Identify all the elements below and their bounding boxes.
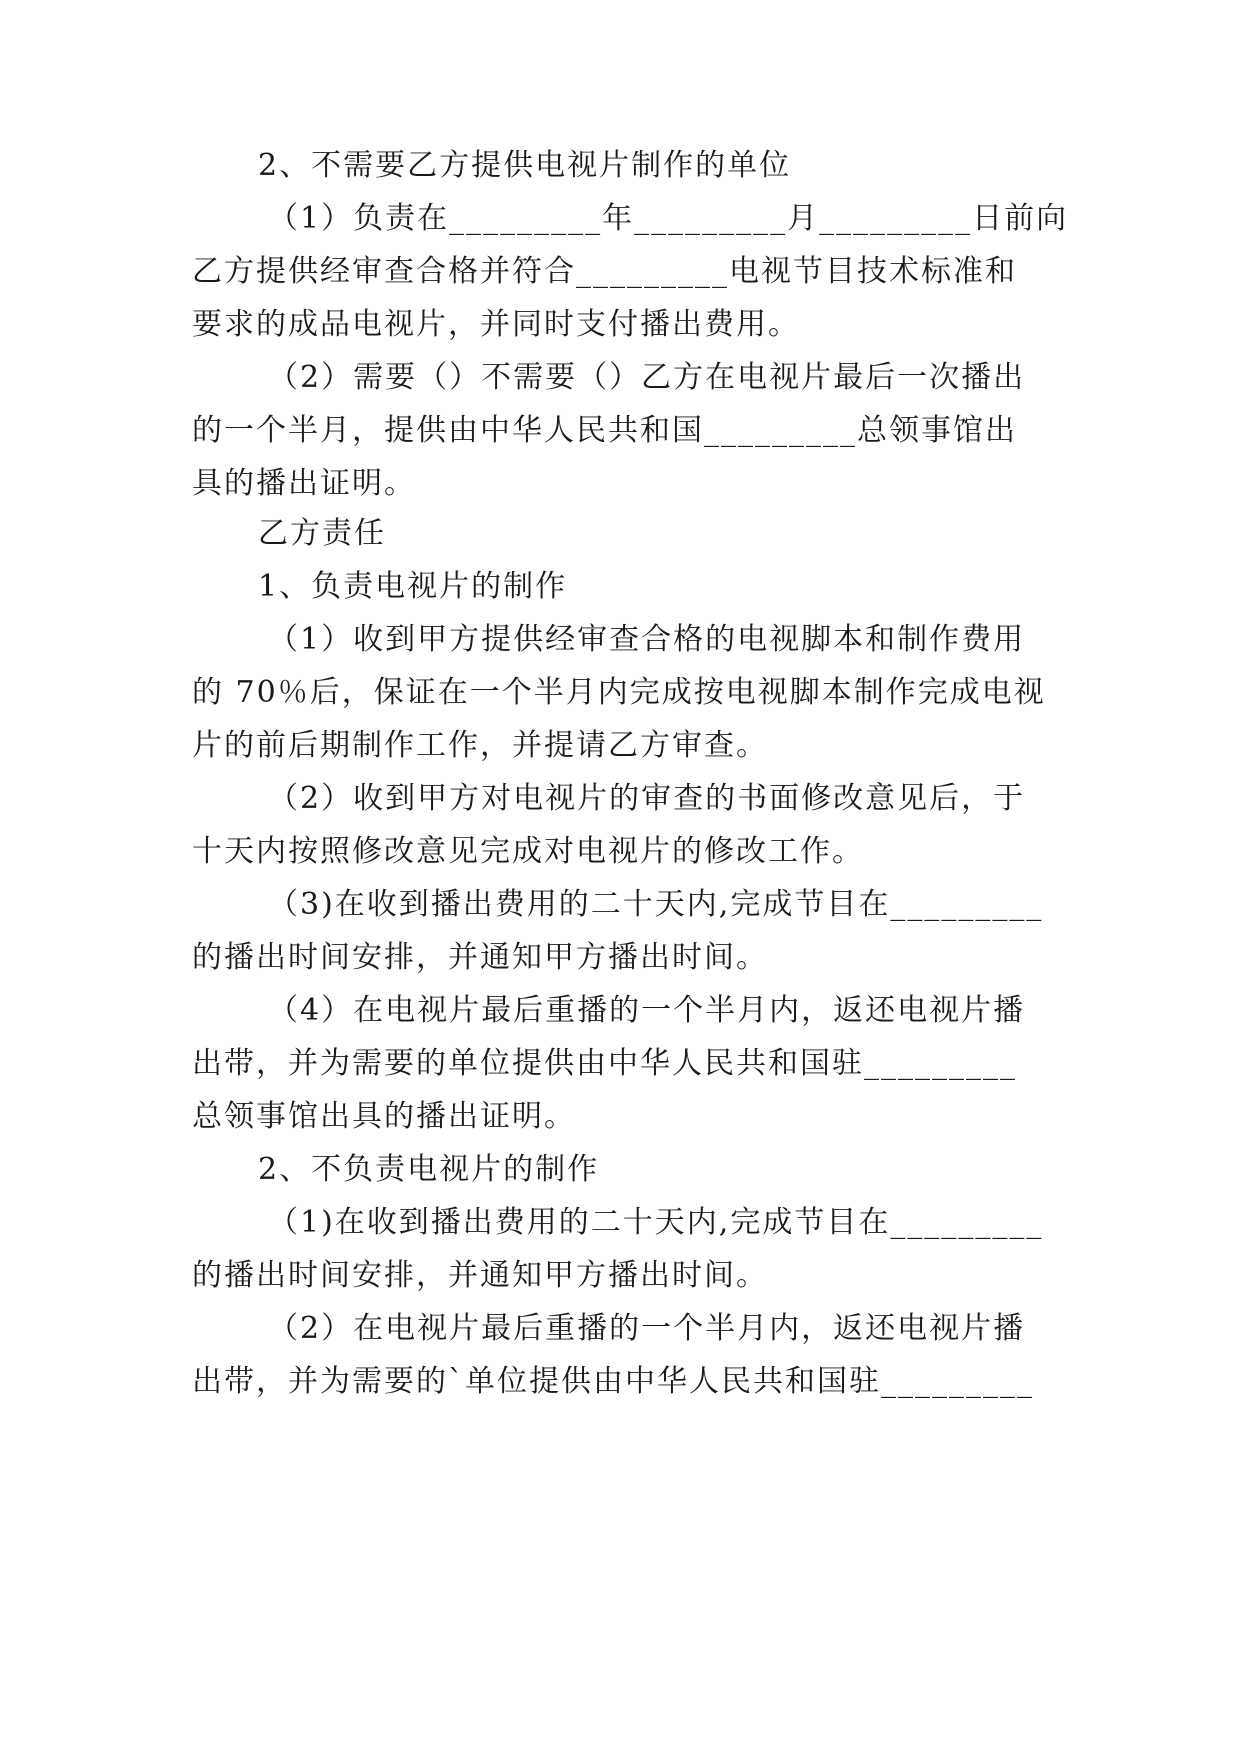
clause-line: 的播出时间安排，并通知甲方播出时间。 xyxy=(192,1258,768,1293)
clause-line: （4）在电视片最后重播的一个半月内，返还电视片播 xyxy=(268,993,1026,1028)
section-heading: 乙方责任 xyxy=(258,516,386,551)
clause-line: 的 70％后，保证在一个半月内完成按电视脚本制作完成电视 xyxy=(192,675,1046,710)
section-heading: 2、不负责电视片的制作 xyxy=(258,1152,600,1187)
clause-line: 总领事馆出具的播出证明。 xyxy=(192,1099,576,1134)
clause-line: （1）收到甲方提供经审查合格的电视脚本和制作费用 xyxy=(268,622,1026,657)
clause-line: （2）收到甲方对电视片的审查的书面修改意见后，于 xyxy=(268,781,1026,816)
section-heading: 2、不需要乙方提供电视片制作的单位 xyxy=(258,148,792,183)
clause-line: 乙方提供经审查合格并符合_________电视节目技术标准和 xyxy=(192,254,1017,289)
clause-line: （2）需要（）不需要（）乙方在电视片最后一次播出 xyxy=(268,360,1026,395)
clause-line: 十天内按照修改意见完成对电视片的修改工作。 xyxy=(192,834,864,869)
clause-line: （2）在电视片最后重播的一个半月内，返还电视片播 xyxy=(268,1311,1026,1346)
clause-line: 要求的成品电视片，并同时支付播出费用。 xyxy=(192,307,800,342)
clause-line: 的播出时间安排，并通知甲方播出时间。 xyxy=(192,940,768,975)
clause-line: 具的播出证明。 xyxy=(192,466,416,501)
clause-line: （1）负责在_________年_________月_________日前向 xyxy=(268,201,1069,236)
clause-line: （3)在收到播出费用的二十天内,完成节目在_________ xyxy=(268,887,1044,922)
section-heading: 1、负责电视片的制作 xyxy=(258,569,568,604)
clause-line: 片的前后期制作工作，并提请乙方审查。 xyxy=(192,728,768,763)
clause-line: 的一个半月，提供由中华人民共和国_________总领事馆出 xyxy=(192,413,1017,448)
clause-line: 出带，并为需要的`单位提供由中华人民共和国驻_________ xyxy=(192,1364,1034,1399)
clause-line: （1)在收到播出费用的二十天内,完成节目在_________ xyxy=(268,1205,1044,1240)
clause-line: 出带，并为需要的单位提供由中华人民共和国驻_________ xyxy=(192,1046,1017,1081)
